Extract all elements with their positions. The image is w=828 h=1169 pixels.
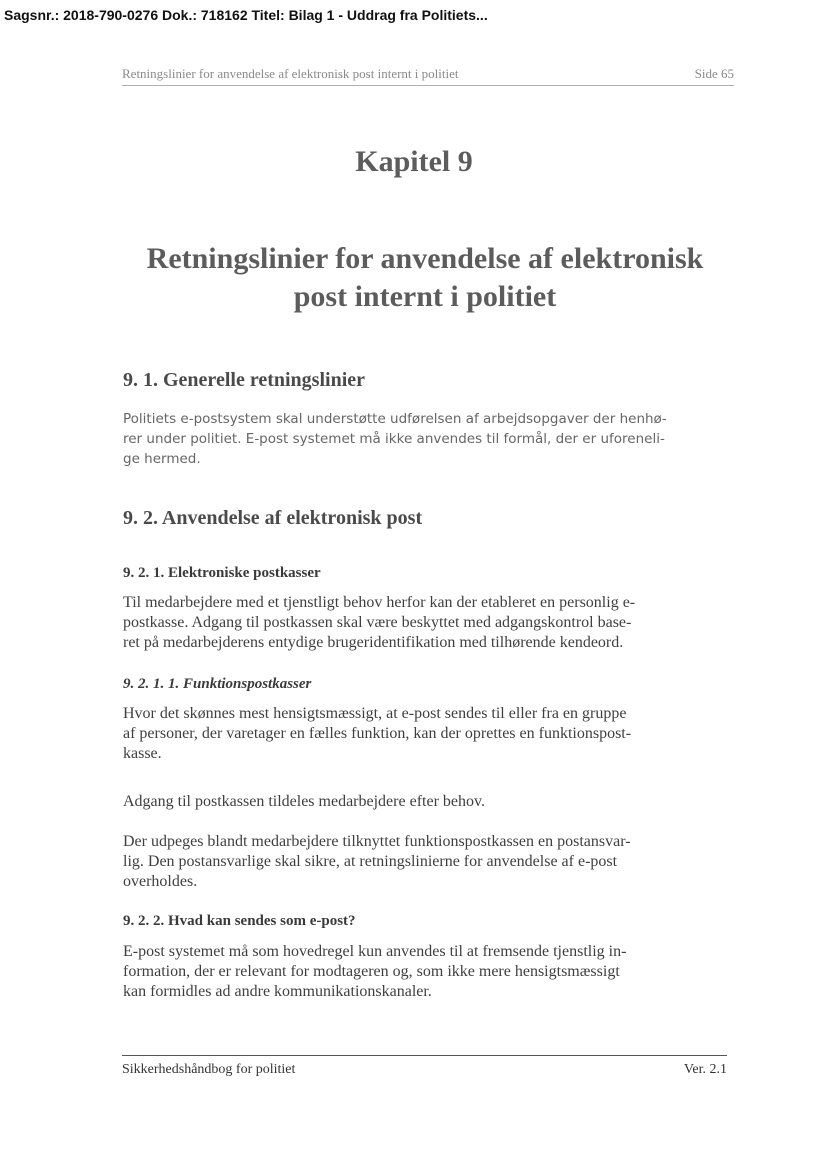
section-9-2-1-1-paragraph-3 <box>123 832 728 892</box>
section-heading-9-2-2: 9. 2. 2. Hvad kan sendes som e-post? <box>123 913 356 929</box>
document-title-line: post internt i politiet <box>293 280 557 313</box>
section-9-1-paragraph <box>123 409 728 469</box>
chapter-heading: Kapitel 9 <box>355 145 473 178</box>
text-line: ge hermed. <box>123 451 201 467</box>
section-9-2-2-paragraph <box>123 942 728 1002</box>
text-line: Politiets e-postsystem skal understøtte udførelsen af arbejdsopgaver der henhø- <box>123 411 667 427</box>
footer-title: Sikkerhedshåndbog for politiet <box>122 1062 296 1077</box>
section-heading-9-2-1: 9. 2. 1. Elektroniske postkasser <box>123 565 321 581</box>
text-line: formation, der er relevant for modtageren og, som ikke mere hensigtsmæssigt <box>123 963 620 980</box>
text-line: kasse. <box>123 745 162 762</box>
running-header-title: Retningslinier for anvendelse af elektronisk post internt i politiet <box>122 66 459 81</box>
section-heading-9-1: 9. 1. Generelle retningslinier <box>123 369 366 391</box>
section-heading-9-2-1-1: 9. 2. 1. 1. Funktionspostkasser <box>123 676 312 692</box>
text-line: E-post systemet må som hovedregel kun anvendes til at fremsende tjenstlig in- <box>123 943 627 960</box>
text-line: rer under politiet. E-post systemet må ikke anvendes til formål, der er uforeneli- <box>123 431 665 447</box>
case-stamp: Sagsnr.: 2018-790-0276 Dok.: 718162 Titel: Bilag 1 - Uddrag fra Politiets... <box>4 7 488 23</box>
page-number: Side 65 <box>694 66 734 81</box>
page-footer <box>122 1055 727 1078</box>
text-line: lig. Den postansvarlige skal sikre, at retningslinierne for anvendelse af e-post <box>123 853 618 870</box>
text-line: Hvor det skønnes mest hensigtsmæssigt, at e-post sendes til eller fra en gruppe <box>123 705 627 722</box>
document-title-line: Retningslinier for anvendelse af elektronisk <box>146 242 704 275</box>
text-line: ret på medarbejderens entydige brugeridentifikation med tilhørende kendeord. <box>123 634 624 651</box>
section-9-2-1-paragraph <box>123 593 728 653</box>
footer-version: Ver. 2.1 <box>683 1062 727 1077</box>
text-line: postkasse. Adgang til postkassen skal være beskyttet med adgangskontrol base- <box>123 614 632 631</box>
document-title <box>90 240 760 316</box>
text-line: Adgang til postkassen tildeles medarbejdere efter behov. <box>123 793 485 810</box>
section-heading-9-2: 9. 2. Anvendelse af elektronisk post <box>123 507 423 529</box>
text-line: Der udpeges blandt medarbejdere tilknyttet funktionspostkassen en postansvar- <box>123 833 631 850</box>
section-9-2-1-1-paragraph-1 <box>123 704 728 764</box>
section-9-2-1-1-paragraph-2 <box>123 792 728 812</box>
text-line: overholdes. <box>123 873 198 890</box>
text-line: kan formidles ad andre kommunikationskanaler. <box>123 983 432 1000</box>
running-header <box>122 66 734 86</box>
text-line: af personer, der varetager en fælles funktion, kan der oprettes en funktionspost- <box>123 725 632 742</box>
text-line: Til medarbejdere med et tjenstligt behov herfor kan der etableret en personlig e- <box>123 594 636 611</box>
